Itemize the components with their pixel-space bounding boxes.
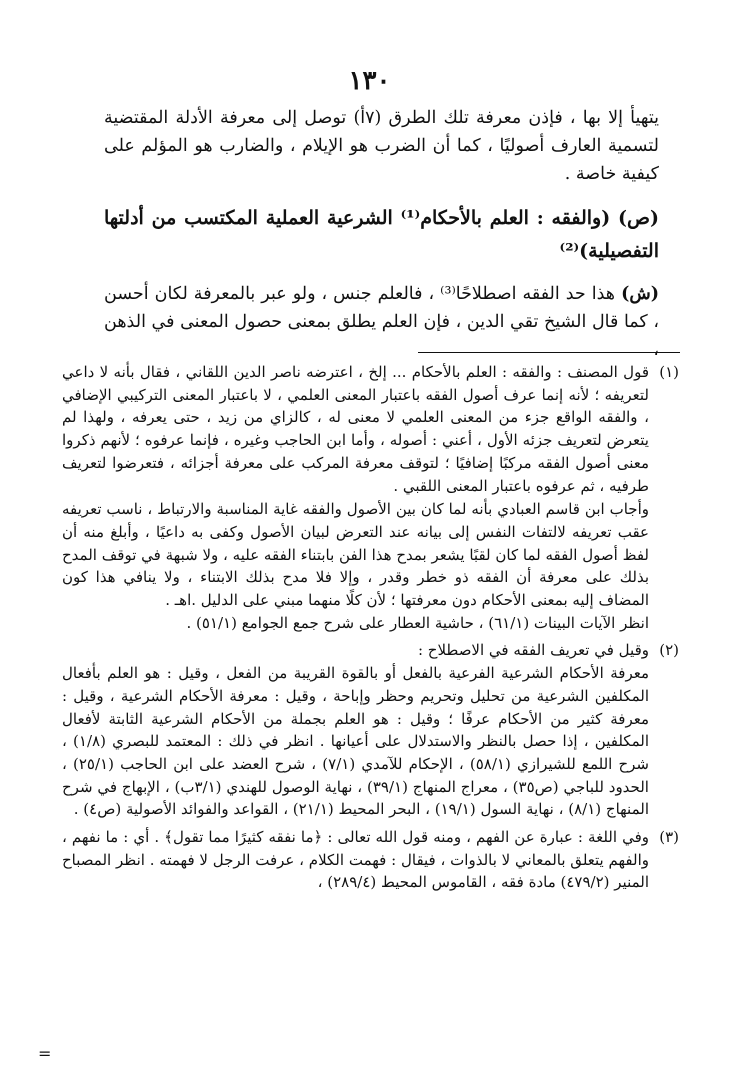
rule-label: (ص) bbox=[618, 207, 659, 229]
commentary-text: هذا حد الفقه اصطلاحًا⁽³⁾ ، فالعلم جنس ، ولو عبر بالمعرفة لكان أحسن ، كما قال الشيخ تقي الدين ، فإن العلم يطلق بمعنى حصول المعنى في الذهن ، bbox=[104, 284, 659, 360]
main-text bbox=[104, 104, 659, 364]
footnote-number: (١) bbox=[659, 363, 679, 381]
footnote-divider bbox=[418, 352, 680, 353]
footnote-paragraph: معرفة الأحكام الشرعية الفرعية بالفعل أو بالقوة القريبة من الفعل ، وقيل : هو العلم بأفعال المكلفين الشرعية من تحليل وتحريم وحظر وإباحة ، وقيل : معرفة الأحكام الشرعية ، وقيل : معرفة كثير من الأحكام عرفًا ؛ وقيل : هو العلم بجملة من الأحكام الشرعية الثابتة لأفعال المكلفين ، إذا حصل بالنظر والاستدلال على أعيانها . انظر في ذلك : المعتمد للبصري (١/٨) ، شرح اللمع للشيرازي (٥٨/١) ، الإحكام للآمدي (٧/١) ، شرح العضد على ابن الحاجب (٢٥/١) ، الحدود للباجي (ص٣٥) ، معراج المنهاج (٣٩/١) ، نهاية الوصول للهندي (٣/١ب) ، الإبهاج في شرح المنهاج (٨/١) ، نهاية السول (١٩/١) ، البحر المحيط (٢١/١) ، القواعد والفوائد الأصولية (ص٤) . bbox=[62, 664, 649, 819]
footnote-3 bbox=[62, 826, 679, 894]
continuation-marker: = bbox=[38, 1044, 52, 1063]
intro-paragraph: يتهيأ إلا بها ، فإذن معرفة تلك الطرق (٧أ) توصل إلى معرفة الأدلة المقتضية لتسمية العارف أصوليًا ، كما أن الضرب هو الإيلام ، والضارب هو المؤلم على كيفية خاصة . bbox=[104, 108, 659, 184]
footnote-1 bbox=[62, 361, 679, 634]
footnote-paragraph: وأجاب ابن قاسم العبادي بأنه لما كان بين الأصول والفقه غاية المناسبة والارتباط ، ناسب تعريفه عقب تعريفه لالتفات النفس إلى بيانه عند التعرض لبيان الأصول وكفى به داعيًا ، وأبلغ منه أن لفظ أصول الفقه لما كان لقبًا يشعر بمدح هذا الفن بابتناء الفقه عليه ، ولا شبهة في توقف المدح بذلك على معرفة أن الفقه ذو خطر وقدر ، وإلا فلا مدح بذلك الابتناء ، ولا ينافي هذا كون المضاف إليه بمعنى الأحكام دون معرفتها ؛ لأن كلًا منهما مبني على الدليل .اهـ . bbox=[62, 500, 649, 610]
footnote-2 bbox=[62, 639, 679, 821]
page-number: ١٣٠ bbox=[348, 66, 391, 96]
footnote-number: (٢) bbox=[659, 641, 679, 660]
commentary-label: (ش) bbox=[621, 284, 659, 304]
footnote-number: (٣) bbox=[659, 828, 679, 847]
rule-text: (والفقه : العلم بالأحكام⁽¹⁾ الشرعية العملية المكتسب من أدلتها التفصيلية)⁽²⁾ bbox=[104, 207, 659, 262]
rule-paragraph bbox=[104, 202, 659, 268]
footnote-paragraph: انظر الآيات البينات (٦١/١) ، حاشية العطار على شرح جمع الجوامع (٥١/١) . bbox=[186, 613, 649, 632]
footnote-paragraph: وقيل في تعريف الفقه في الاصطلاح : bbox=[417, 641, 649, 660]
footnote-paragraph: وفي اللغة : عبارة عن الفهم ، ومنه قول الله تعالى : ﴿ما نفقه كثيرًا مما تقول﴾ . أي : ما نفهم ، والفهم يتعلق بالمعاني لا بالذوات ، فيقال : فهمت الكلام ، عرفت الرجل لا فهمته . انظر المصباح المنير (٤٧٩/٢) مادة فقه ، القاموس المحيط (٢٨٩/٤) ، bbox=[62, 828, 649, 892]
footnotes-section bbox=[62, 361, 679, 899]
footnote-paragraph: قول المصنف : والفقه : العلم بالأحكام ... إلخ ، اعترضه ناصر الدين اللقاني ، فقال بأنه لا داعي لتعريفه ؛ لأنه إنما عرف أصول الفقه باعتبار المعنى العلمي ، لا باعتبار المعنى التركيبي الإضافي ، والفقه الواقع جزء من المعنى العلمي لا معنى له ، كالزاي من زيد ، حتى يعرفه ، ولهذا لم يتعرض لتعريف جزئه الأول ، أعني : أصوله ، وأما ابن الحاجب وغيره ، فإنما عرفوه ؛ لأنهم ذكروا معنى أصول الفقه مركبًا إضافيًا ؛ لتوقف معرفة المركب على معرفة أجزائه ، فتعرضوا لتعريف طرفيه ، ثم عرفوه باعتبار المعنى اللقبي . bbox=[62, 363, 649, 495]
